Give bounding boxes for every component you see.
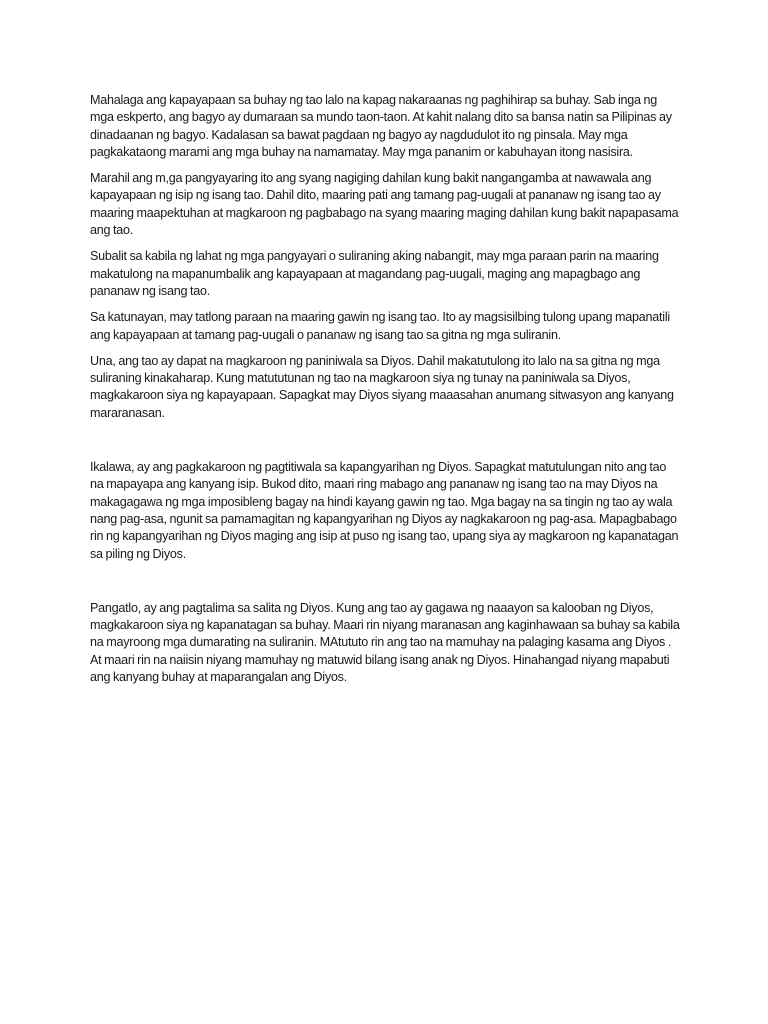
paragraph-2: Marahil ang m,ga pangyayaring ito ang syang nagiging dahilan kung bakit nangangamba at nawawala ang kapayapaan ng isip ng isang tao. Dahil dito, maaring pati ang tamang pag-uugali at pananaw ng isang tao ay maaring maapektuhan at magkaroon ng pagbabago na syang maaring maging dahilan kung bakit napapasama ang tao. [90, 171, 679, 238]
paragraph-4: Sa katunayan, may tatlong paraan na maaring gawin ng isang tao. Ito ay magsisilbing tulong upang mapanatili ang kapayapaan at tamang pag-uugali o pananaw ng isang tao sa gitna ng mga suliranin. [90, 310, 670, 342]
paragraph-6: Ikalawa, ay ang pagkakaroon ng pagtitiwala sa kapangyarihan ng Diyos. Sapagkat matutulungan nito ang tao na mapayapa ang kanyang isip. Bukod dito, maari ring mabago ang pananaw ng isang tao na may Diyos na makagagawa ng mga imposibleng bagay na hindi kayang gawin ng tao. Mga bagay na sa tingin ng tao ay wala nang pag-asa, ngunit sa pamamagitan ng kapangyarihan ng Diyos ay nagkakaroon ng pag-asa. Mapagbabago rin ng kapangyarihan ng Diyos maging ang isip at puso ng isang tao, upang siya ay magkaroon ng kapanatagan sa piling ng Diyos. [90, 460, 679, 561]
paragraph-1: Mahalaga ang kapayapaan sa buhay ng tao lalo na kapag nakaraanas ng paghihirap sa buhay. Sab inga ng mga eskperto, ang bagyo ay dumaraan sa mundo taon-taon. At kahit nalang dito sa bansa natin sa Pilipinas ay dinadaanan ng bagyo. Kadalasan sa bawat pagdaan ng bagyo ay nagdudulot ito ng pinsala. May mga pagkakataong marami ang mga buhay na namamatay. May mga pananim or kabuhayan itong nasisira. [90, 93, 672, 159]
document-body [90, 92, 680, 695]
paragraph-3: Subalit sa kabila ng lahat ng mga pangyayari o suliraning aking nabangit, may mga paraan parin na maaring makatulong na mapanumbalik ang kapayapaan at magandang pag-uugali, maging ang mapagbago ang pananaw ng isang tao. [90, 249, 659, 298]
paragraph-7: Pangatlo, ay ang pagtalima sa salita ng Diyos. Kung ang tao ay gagawa ng naaayon sa kalooban ng Diyos, magkakaroon siya ng kapanatagan sa buhay. Maari rin niyang maranasan ang kaginhawaan sa buhay sa kabila na mayroong mga dumarating na suliranin. MAtututo rin ang tao na mamuhay na palaging kasama ang Diyos . At maari rin na naiisin niyang mamuhay ng matuwid bilang isang anak ng Diyos. Hinahangad niyang mapabuti ang kanyang buhay at maparangalan ang Diyos. [90, 600, 680, 685]
paragraph-5: Una, ang tao ay dapat na magkaroon ng paniniwala sa Diyos. Dahil makatutulong ito lalo na sa gitna ng mga suliraning kinakaharap. Kung matututunan ng tao na magkaroon siya ng tunay na paniniwala sa Diyos, magkakaroon siya ng kapayapaan. Sapagkat may Diyos siyang maaasahan anumang sitwasyon ang kanyang mararanasan. [90, 353, 674, 420]
